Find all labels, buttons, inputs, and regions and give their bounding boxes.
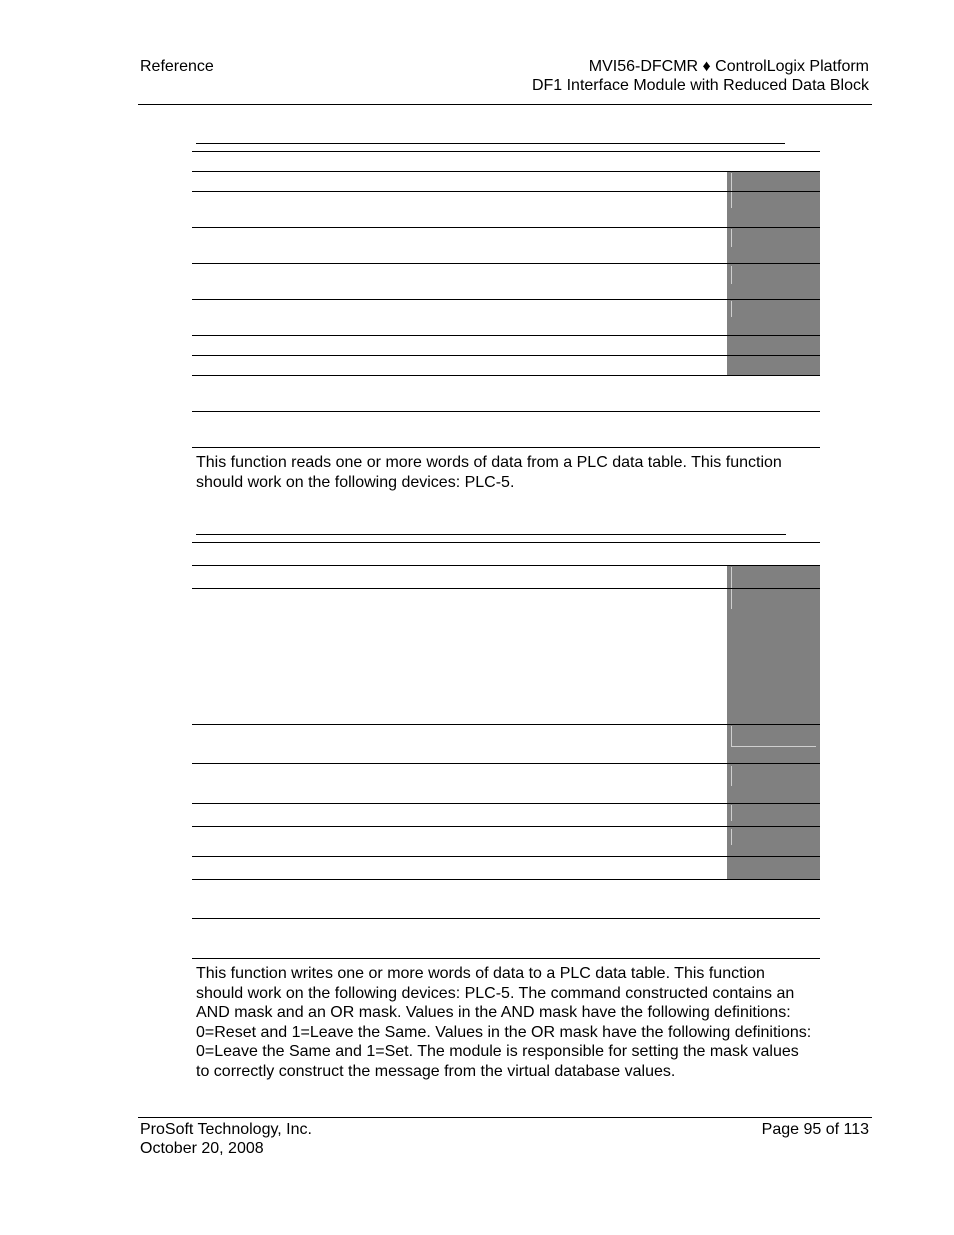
table-row [192,375,820,376]
table-row [192,856,820,857]
header-product-subtitle: DF1 Interface Module with Reduced Data Block [531,77,869,94]
table-title-rule [196,143,785,144]
table-row [192,826,820,827]
table-row [192,763,820,764]
footer-company: ProSoft Technology, Inc. [140,1121,312,1138]
table-row [192,263,820,264]
header-rule [138,104,872,105]
table-row [192,879,820,880]
header-product-title: MVI56-DFCMR ♦ ControlLogix Platform [588,58,869,75]
table-row [192,335,820,336]
table-rule [192,542,820,543]
function-description-write: This function writes one or more words of data to a PLC data table. This function should work on the following devices: PLC-5. The command constructed contains an AND mask and an OR mask. Values in the AND mask have the following definitions: 0=Reset and 1=Leave the Same. Values in the OR mask have the following definitions: 0=Leave the Same and 1=Set. The module is responsible for setting the mask values to correctly construct the message from the virtual database values. [196,965,812,1080]
table-row [192,447,820,448]
function-description-read: This function reads one or more words of data from a PLC data table. This function should work on the following devices: PLC-5. [196,454,782,491]
table-row [192,565,820,566]
table-title-rule [196,534,786,535]
table-row [192,724,820,725]
table-rule [192,151,820,152]
table-row [192,191,820,192]
value-column-shading [727,565,820,879]
value-column-shading [727,171,820,375]
table-row [192,803,820,804]
table-row [192,918,820,919]
table-row [192,958,820,959]
table-row [192,411,820,412]
footer-date: October 20, 2008 [140,1140,264,1157]
table-row [192,171,820,172]
footer-page-number: Page 95 of 113 [761,1121,869,1138]
header-section-label: Reference [140,58,214,75]
table-row [192,588,820,589]
table-row [192,299,820,300]
footer-rule [138,1117,872,1118]
table-row [192,227,820,228]
table-row [192,355,820,356]
